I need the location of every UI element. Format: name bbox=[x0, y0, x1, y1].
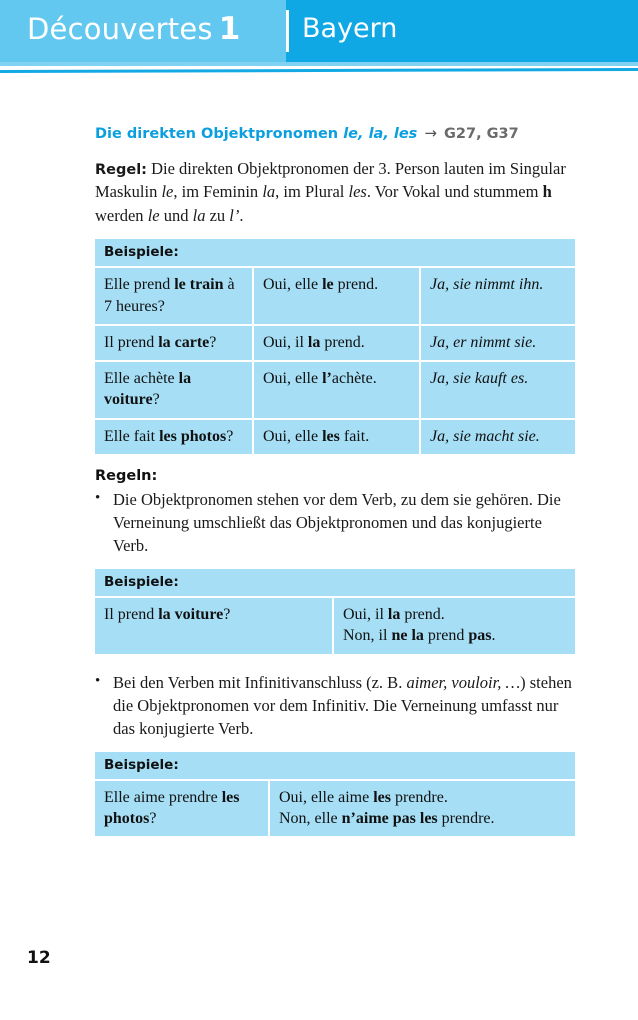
rule-text-6: und bbox=[159, 205, 193, 225]
answer-affirmative bbox=[343, 604, 566, 625]
question-cell bbox=[95, 781, 270, 837]
answer-post: achète. bbox=[331, 370, 377, 388]
answer-neg-pre: Non, elle bbox=[279, 810, 342, 828]
answer-neg-highlight: n’aime pas les bbox=[341, 810, 438, 828]
answer-negative bbox=[343, 625, 566, 646]
translation-cell bbox=[421, 362, 575, 420]
question-pre: Elle achète bbox=[104, 370, 179, 388]
answer-neg-highlight-1: ne la bbox=[391, 627, 424, 645]
question-highlight: les photos bbox=[104, 788, 240, 828]
rule-l-elided: l’ bbox=[229, 205, 240, 225]
page-number: 12 bbox=[27, 948, 51, 968]
answer-neg-mid: prend bbox=[423, 627, 469, 645]
table-header-label: Beispiele: bbox=[95, 239, 575, 268]
translation-cell bbox=[421, 268, 575, 326]
answer-cell bbox=[254, 362, 421, 420]
rule-text-2: , im Feminin bbox=[173, 182, 263, 202]
header-divider bbox=[286, 10, 289, 52]
table-header-label: Beispiele: bbox=[95, 569, 575, 598]
translation-text: Ja, sie macht sie. bbox=[430, 427, 540, 445]
question-cell bbox=[95, 326, 254, 362]
table-row bbox=[95, 781, 575, 837]
answer-post: prend. bbox=[333, 276, 379, 294]
rule-le: le bbox=[161, 182, 174, 202]
examples-table-3 bbox=[95, 752, 575, 837]
answer-pre: Oui, elle bbox=[263, 370, 323, 388]
answer-pre: Oui, elle aime bbox=[279, 788, 374, 806]
examples-table-1 bbox=[95, 239, 575, 454]
rule-paragraph bbox=[95, 157, 577, 227]
question-highlight: la voiture bbox=[104, 370, 192, 409]
regeln-bullet-2-post: ) stehen die Objektpronomen vor dem Infinitiv. Die Verneinung umfasst nur das konjugierte Verb. bbox=[113, 672, 572, 738]
series-title bbox=[27, 11, 240, 47]
table-row bbox=[95, 268, 575, 326]
header-series-band bbox=[0, 0, 286, 62]
answer-cell bbox=[254, 420, 421, 454]
question-pre: Il prend bbox=[104, 606, 159, 624]
question-post: ? bbox=[152, 391, 160, 409]
section-heading-main: Die direkten Objektpronomen bbox=[95, 126, 339, 142]
answer-post: prendre. bbox=[390, 788, 448, 806]
answer-pre: Oui, elle bbox=[263, 427, 323, 445]
answer-highlight: l’ bbox=[322, 370, 332, 388]
rule-h: h bbox=[542, 182, 552, 202]
table-header-row bbox=[95, 239, 575, 268]
answer-negative bbox=[279, 808, 566, 829]
answer-post: prend. bbox=[320, 333, 365, 351]
translation-cell bbox=[421, 326, 575, 362]
translation-cell bbox=[421, 420, 575, 454]
rule-text-7: zu bbox=[205, 205, 230, 225]
table-header-row bbox=[95, 569, 575, 598]
region-title: Bayern bbox=[302, 13, 398, 44]
table-row bbox=[95, 598, 575, 654]
regeln-bullet-1 bbox=[95, 488, 577, 557]
regeln-bullet-1-text: Die Objektpronomen stehen vor dem Verb, zu dem sie gehören. Die Verneinung umschließt das Objektpronomen und das konjugierte Verb. bbox=[113, 489, 561, 556]
rule-label: Regel: bbox=[95, 161, 147, 178]
answer-pre: Oui, elle bbox=[263, 276, 323, 294]
header-rule-thin bbox=[0, 68, 638, 73]
series-title-text: Découvertes bbox=[27, 12, 213, 46]
section-heading-pronouns: le, la, les bbox=[343, 126, 418, 142]
question-highlight: le train bbox=[174, 276, 224, 294]
regeln-bullet-2-pre: Bei den Verben mit Infinitivanschluss (z. B. bbox=[113, 672, 407, 692]
question-post: ? bbox=[209, 333, 217, 351]
question-post: ? bbox=[226, 427, 234, 445]
question-post: à 7 heures? bbox=[104, 276, 235, 315]
rule-les: les bbox=[348, 182, 367, 202]
question-post: ? bbox=[223, 606, 231, 624]
rule-la: la bbox=[262, 182, 276, 202]
series-number: 1 bbox=[218, 11, 241, 47]
question-pre: Il prend bbox=[104, 333, 159, 351]
rule-text-8: . bbox=[239, 205, 244, 225]
rule-text-5: werden bbox=[95, 205, 148, 225]
answer-post: fait. bbox=[339, 427, 370, 445]
question-highlight: la carte bbox=[158, 333, 210, 351]
answer-highlight: le bbox=[322, 276, 334, 294]
translation-text: Ja, er nimmt sie. bbox=[430, 333, 537, 351]
header-rule-thick bbox=[0, 62, 638, 66]
answer-cell bbox=[254, 268, 421, 326]
question-highlight: la voiture bbox=[158, 606, 224, 624]
table-row bbox=[95, 362, 575, 420]
answer-highlight: les bbox=[322, 427, 340, 445]
answer-pre: Oui, il bbox=[263, 333, 308, 351]
answer-cell bbox=[334, 598, 575, 654]
regeln-bullet-2-text bbox=[113, 671, 577, 740]
regeln-bullet-2 bbox=[95, 671, 577, 740]
regeln-label: Regeln: bbox=[95, 467, 158, 484]
answer-highlight: la bbox=[387, 606, 401, 624]
table-header-row bbox=[95, 752, 575, 781]
answer-pre: Oui, il bbox=[343, 606, 388, 624]
page-content bbox=[0, 84, 638, 836]
answer-neg-highlight-2: pas bbox=[468, 627, 492, 645]
answer-neg-post: . bbox=[491, 627, 496, 645]
answer-neg-post: prendre. bbox=[437, 810, 495, 828]
question-cell bbox=[95, 268, 254, 326]
question-pre: Elle fait bbox=[104, 427, 160, 445]
question-post: ? bbox=[149, 810, 157, 828]
answer-cell bbox=[254, 326, 421, 362]
question-cell bbox=[95, 362, 254, 420]
question-cell bbox=[95, 420, 254, 454]
bullet-icon: • bbox=[95, 489, 101, 506]
rule-text-1: Die direkten Objektpronomen der 3. Person lauten im Singular Maskulin bbox=[95, 158, 566, 202]
answer-post: prend. bbox=[400, 606, 445, 624]
question-cell bbox=[95, 598, 334, 654]
table-header-label: Beispiele: bbox=[95, 752, 575, 781]
examples-table-2 bbox=[95, 569, 575, 654]
grammar-references: G27, G37 bbox=[444, 126, 519, 142]
rule-text-4: . Vor Vokal und stummem bbox=[366, 182, 543, 202]
rule-text-3: , im Plural bbox=[275, 182, 349, 202]
table-row bbox=[95, 326, 575, 362]
table-row bbox=[95, 420, 575, 454]
bullet-icon: • bbox=[95, 672, 101, 689]
rule-la-2: la bbox=[192, 205, 206, 225]
answer-highlight: les bbox=[373, 788, 391, 806]
regeln-bullet-2-verbs: aimer, vouloir, … bbox=[406, 672, 521, 692]
rule-le-2: le bbox=[147, 205, 160, 225]
page-header bbox=[0, 0, 638, 62]
question-pre: Elle prend bbox=[104, 276, 175, 294]
translation-text: Ja, sie nimmt ihn. bbox=[430, 276, 544, 294]
section-heading bbox=[95, 124, 638, 144]
header-region-band bbox=[286, 0, 638, 62]
arrow-icon: → bbox=[424, 124, 437, 142]
answer-neg-pre: Non, il bbox=[343, 627, 392, 645]
answer-highlight: la bbox=[307, 333, 321, 351]
answer-cell bbox=[270, 781, 575, 837]
translation-text: Ja, sie kauft es. bbox=[430, 370, 529, 388]
question-highlight: les photos bbox=[159, 427, 227, 445]
question-pre: Elle aime prendre bbox=[104, 788, 222, 806]
answer-affirmative bbox=[279, 787, 566, 808]
